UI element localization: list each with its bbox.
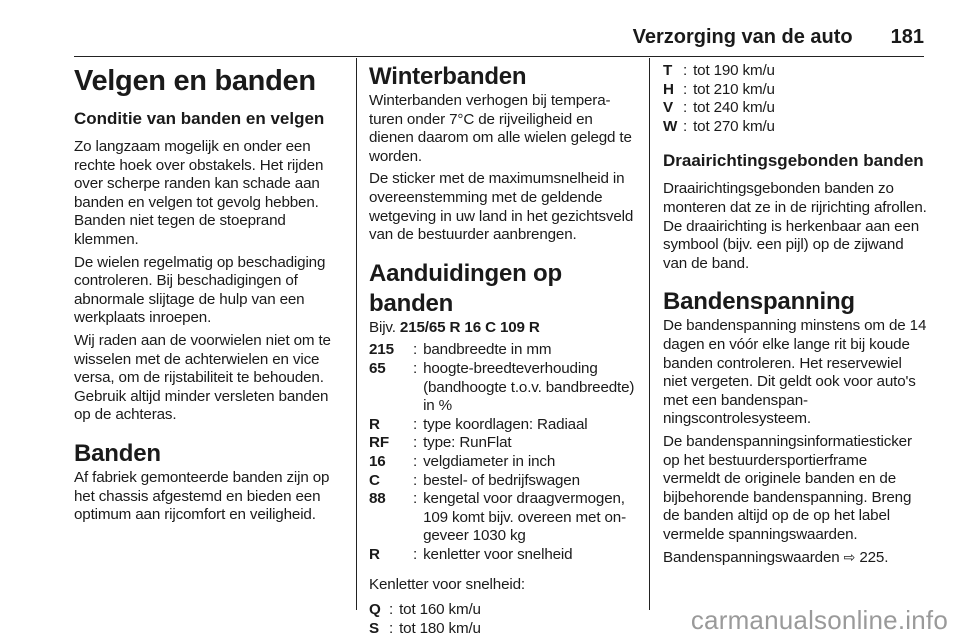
section-title-pressure: Bandenspanning: [663, 288, 855, 316]
marking-row: RF : type: RunFlat: [369, 434, 512, 452]
column-divider-1: [356, 58, 357, 610]
page-number: 181: [890, 26, 924, 48]
paragraph: De bandenspanning minstens om de 14 dagen en vóór elke lange rit bij koude banden controleren. Het reservewiel niet vergeten. Dit geldt ook voor auto's met een bandenspanningscontrolesysteem.: [663, 317, 927, 428]
chapter-title: Velgen en banden: [74, 65, 316, 97]
marking-row: C : bestel- of bedrijfswagen: [369, 471, 580, 489]
speed-row: T : tot 190 km/u: [663, 62, 775, 79]
paragraph: Wij raden aan de voorwielen niet om te wisselen met de achterwielen en vice versa, om de rijstabiliteit te behouden. Gebruik altijd minder versleten banden op de achteras.: [74, 331, 331, 424]
example-code: 215/65 R 16 C 109 R: [399, 318, 540, 336]
watermark: carmanualsonline.info: [690, 605, 948, 635]
marking-row: 65 : hoogte-breedteverhouding (bandhoogte t.o.v. bandbreedte) in %: [369, 359, 635, 415]
markings-list: [369, 341, 635, 564]
marking-row: 16 : velgdiameter in inch: [369, 452, 556, 470]
marking-row: R : type koordlagen: Radiaal: [369, 415, 588, 433]
page-reference-link[interactable]: 225.: [859, 549, 889, 567]
section-title-tyres: Banden: [74, 439, 161, 467]
column-divider-2: [649, 58, 650, 610]
page-header: [633, 26, 924, 56]
marking-row: 88 : kengetal voor draagvermogen, 109 komt bijv. overeen met ongeveer 1030 kg: [369, 490, 627, 545]
paragraph: De bandenspanningsinformatiesticker op het bestuurdersportierframe vermeldt de originele banden en de bijbehorende bandenspanning. Breng de banden altijd op de op het label vermelde spanningswaarden.: [663, 432, 912, 543]
section-title-direction: Draairichtingsgebonden banden: [663, 151, 924, 171]
pressure-reference: Bandenspanningswaarden ⇨ 225.: [663, 549, 889, 567]
header-divider: [74, 56, 924, 57]
paragraph: Winterbanden verhogen bij temperaturen onder 7°C de rijveiligheid en dienen daarom om alle wielen gelegd te worden.: [369, 92, 632, 165]
paragraph: Af fabriek gemonteerde banden zijn op het chassis afgestemd en bieden een optimum aan rijcomfort en veiligheid.: [74, 468, 330, 524]
marking-row: 215 : bandbreedte in mm: [369, 341, 552, 359]
column-1: [74, 62, 342, 529]
speed-row: Q : tot 160 km/u: [369, 601, 481, 619]
column-2: [369, 62, 635, 642]
paragraph: De wielen regelmatig op beschadiging controleren. Bij beschadigingen of abnormale slijtage de hulp van een werkplaats inroepen.: [74, 253, 326, 327]
example-line: [369, 319, 635, 338]
speed-list: [663, 62, 927, 136]
paragraph: Zo langzaam mogelijk en onder een rechte hoek over obstakels. Het rijden over scherpe randen kan schade aan banden en velgen tot gevolg hebben. Banden niet tegen de stoeprand klemmen.: [74, 138, 324, 248]
section-title-markings: Aanduidingen op banden: [369, 259, 562, 317]
column-3: [663, 62, 927, 572]
speed-intro: Kenletter voor snelheid:: [369, 576, 525, 594]
speed-list: [369, 601, 635, 638]
example-prefix: Bijv.: [369, 318, 396, 336]
section-title-condition: Conditie van banden en velgen: [74, 109, 325, 128]
paragraph: Draairichtingsgebonden banden zo monteren dat ze in de rijrichting afrollen. De draairichting is herkenbaar aan een symbool (bijv. een pijl) op de zijwand van de band.: [663, 180, 927, 272]
speed-row: V : tot 240 km/u: [663, 99, 775, 117]
page-reference-arrow-icon: ⇨: [843, 549, 856, 566]
speed-row: S : tot 180 km/u: [369, 619, 481, 637]
marking-row: R : kenletter voor snelheid: [369, 545, 573, 563]
header-title: Verzorging van de auto: [632, 26, 853, 48]
paragraph: De sticker met de maximumsnelheid in overeenstemming met de geldende wetgeving in uw land in het gezichtsveld van de bestuurder aanbrengen.: [369, 170, 634, 244]
speed-row: W : tot 270 km/u: [663, 117, 775, 135]
speed-row: H : tot 210 km/u: [663, 80, 775, 98]
section-title-winter: Winterbanden: [369, 63, 527, 90]
